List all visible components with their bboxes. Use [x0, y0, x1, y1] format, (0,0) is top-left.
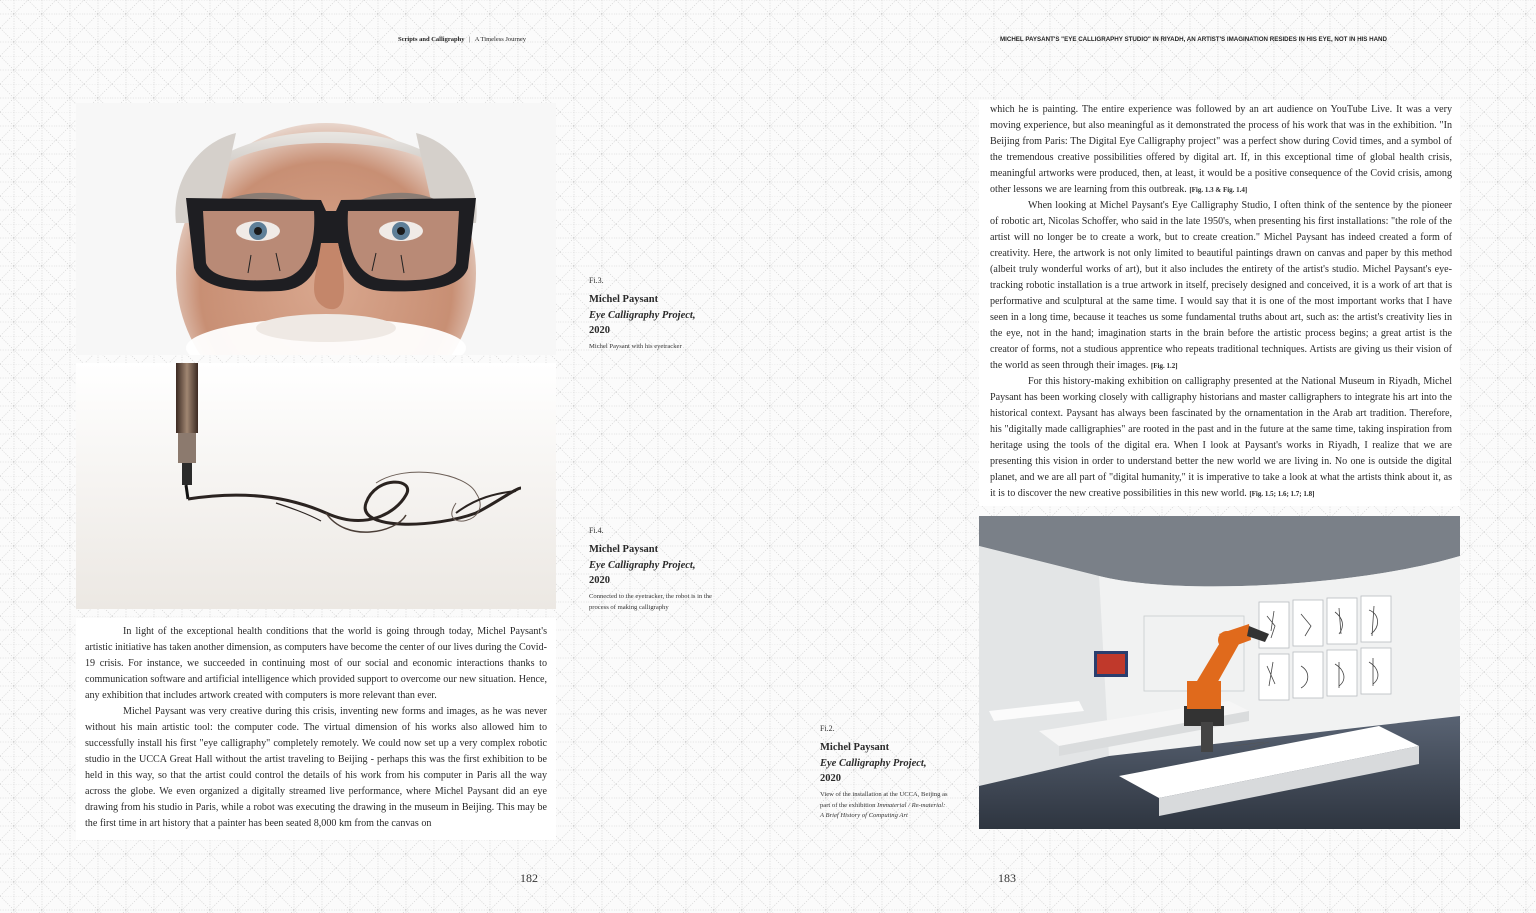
caption-year: 2020: [589, 575, 610, 586]
paragraph-text: When looking at Michel Paysant's Eye Calligraphy Studio, I often think of the sentence by the pioneer of robotic art, Nicolas Schoffer, who said in the late 1950's, when presenting his first installations: "the role of the artist will no longer be to create a work, but to create creation." Michel Paysant has indeed created a form of creativity. Here, the artwork is not only limited to beautiful paintings drawn on canvas and paper by this method (albeit truly wonderful works of art), but it also includes the entirety of the artist's studio. Michel Paysant's eye-tracking robotic installation is a true artwork in itself, precisely designed and conceived, it is a work of art that is performative and sculptural at the same time. I would say that it is one of the most important works that I have seen in a long time, because it teaches us some fundamental truths about art, such as: the artist's creativity lies in the eye, not in the hand; imagination starts in the brain before the artistic process begins; a great artist is the creator of forms, not a studious apprentice who repeats traditional techniques. Artists are giving us their vision of the world as seen through their images.: [990, 200, 1452, 371]
caption-artist: Michel Paysant: [589, 544, 659, 555]
right-body-text: [979, 100, 1460, 506]
right-paragraph-1: [990, 102, 1452, 198]
caption-title: Eye Calligraphy Project,: [589, 560, 696, 571]
page-number-right: 183: [998, 871, 1016, 885]
right-paragraph-2: [990, 198, 1452, 374]
left-body-text: [76, 618, 556, 840]
photo-gallery-installation: [979, 516, 1460, 829]
figure-reference: [Fig. 1.2]: [1150, 362, 1178, 370]
left-running-header: [398, 36, 526, 43]
caption-artist: Michel Paysant: [589, 294, 659, 305]
left-paragraph-2: Michel Paysant was very creative during this crisis, inventing new forms and images, as he was never without his main artistic tool: the computer code. The virtual dimension of his works also allowed him to successfully install his first "eye calligraphy" completely remotely. We could now set up a very complex robotic studio in the UCCA Great Hall without the artist traveling to Beijing - perhaps this was the first exhibition to be held in this way, so that the artist could control the details of his work from his computer in Paris all the way across the globe. We even organized a digitally streamed live performance, where Michel Paysant did an eye drawing from his studio in Paris, while a robot was executing the drawing in the museum in Beijing. This may be the first time in art history that a painter has been seated 8,000 km from the canvas on: [85, 706, 547, 829]
caption-fig-number: Fi.2.: [820, 724, 835, 733]
figure-reference: [Fig. 1.3 & Fig. 1.4]: [1189, 186, 1248, 194]
caption-year: 2020: [589, 325, 610, 336]
caption-year: 2020: [820, 773, 841, 784]
right-running-header: MICHEL PAYSANT'S "EYE CALLIGRAPHY STUDIO" IN RIYADH, AN ARTIST'S IMAGINATION RESIDES IN HIS EYE, NOT IN HIS HAND: [1000, 36, 1387, 43]
page-number-left: 182: [520, 871, 538, 885]
figure-reference: [Fig. 1.5; 1.6; 1.7; 1.8]: [1249, 490, 1315, 498]
header-subtitle: A Timeless Journey: [474, 36, 526, 43]
right-page: [768, 0, 1536, 913]
caption-description: Connected to the eyetracker, the robot is in the process of making calligraphy: [589, 593, 712, 611]
paragraph-text: which he is painting. The entire experience was followed by an art audience on YouTube Live. It was a very moving experience, but also meaningful as it demonstrated the process of his work that was in the exhibition. "In Beijing from Paris: The Digital Eye Calligraphy project" was a perfect show during Covid times, and a symbol of the tremendous creative possibilities offered by digital art. If, in this exceptional time of global health crisis, meaningful artworks were produced, then, at least, it would be a positive consequence of the Covid crisis, among other lessons we are learning from this outbreak.: [990, 104, 1452, 195]
caption-title: Eye Calligraphy Project,: [820, 758, 927, 769]
header-section: Scripts and Calligraphy: [398, 36, 465, 43]
left-paragraph-1: In light of the exceptional health conditions that the world is going through today, Michel Paysant's artistic initiative has taken another dimension, as computers have become the center of our lives during the Covid-19 crisis. For instance, we succeeded in continuing most of our social and economic interactions thanks to communication software and artificial intelligence which provided support to overcome our new situation. Hence, any exhibition that includes artwork created with computers is more relevant than ever.: [85, 626, 547, 701]
caption-fig-1-4: [589, 526, 719, 613]
caption-exhibition-title: Immaterial / Re-material: A Brief History of Computing Art: [820, 801, 946, 819]
caption-fig-number: Fi.3.: [589, 276, 604, 285]
caption-description-plain: View of the installation at the UCCA, Beijing as part of the exhibition: [820, 791, 948, 809]
caption-artist: Michel Paysant: [820, 742, 890, 753]
caption-description: Michel Paysant with his eyetracker: [589, 343, 682, 350]
photo-man-eyetracker: [76, 103, 556, 355]
photo-robot-pen: [76, 363, 556, 609]
header-separator: |: [469, 36, 471, 43]
caption-fig-1-3: [589, 276, 724, 353]
caption-title: Eye Calligraphy Project,: [589, 310, 696, 321]
right-paragraph-3: [990, 374, 1452, 502]
caption-fig-number: Fi.4.: [589, 526, 604, 535]
paragraph-text: For this history-making exhibition on calligraphy presented at the National Museum in Riyadh, Michel Paysant has been working closely with calligraphy historians and master calligraphers to integrate his art into the historical context. Paysant has always been fascinated by the ornamentation in the Arab art tradition. Therefore, his "digitally made calligraphies" are rooted in the past and in the future at the same time, taking inspiration from heritage using the tools of the digital era. When I look at Paysant's works in Riyadh, I realize that we are presenting this vision in order to understand better the new world we are living in. No one is outside the digital planet, and we are all part of "digital humanity," it is imperative to take a look at what the artists think about it, as it is to discover the new creative possibilities in this new world.: [990, 376, 1452, 499]
